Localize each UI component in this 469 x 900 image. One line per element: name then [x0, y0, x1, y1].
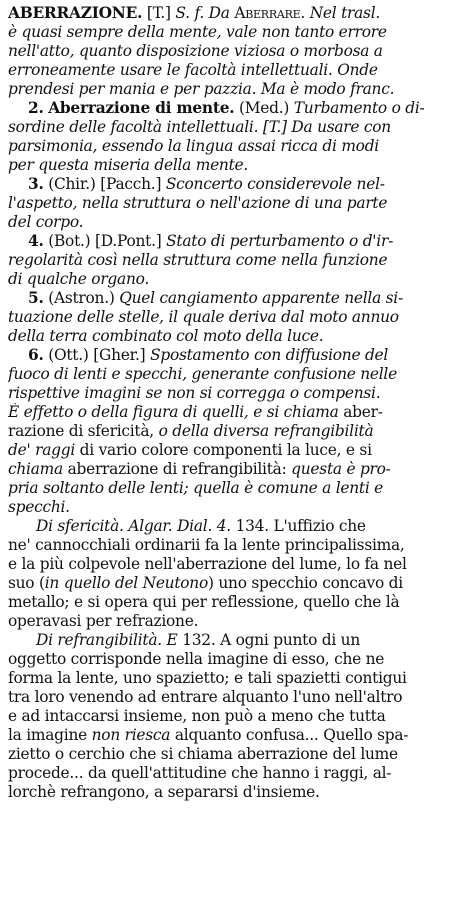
etymology-word: Aberrare. [234, 4, 306, 22]
quote-lead: Di refrangibilità. E [36, 631, 178, 649]
sense-number: 2. [28, 99, 44, 117]
quote-line: zietto o cerchio che si chiama aberrazione del lume [8, 745, 398, 763]
sense-first-line [8, 175, 463, 194]
quote-text: ) uno specchio concavo di [207, 574, 403, 592]
sense-6 [8, 346, 463, 517]
sense-line: di qualche organo. [8, 270, 150, 288]
quotation-refrangibilita [8, 631, 463, 802]
part-of-speech: S. f. [175, 4, 204, 22]
sense-first-line [8, 289, 463, 308]
sense-first-line [8, 99, 463, 118]
sense-definition: Spostamento con diffusione del [150, 346, 389, 364]
entry-line-1 [8, 4, 463, 23]
sense-line: l'aspetto, nella struttura o nell'azione di una parte [8, 194, 388, 212]
sense-line [8, 422, 463, 441]
sense-5 [8, 289, 463, 346]
sense-line: pria soltanto delle lenti; quella è comune a lenti e [8, 479, 384, 497]
quote-first-line [8, 631, 463, 650]
sense-3 [8, 175, 463, 232]
sense-line: del corpo. [8, 213, 84, 231]
entry-tag: [T.] [146, 4, 171, 22]
sense-term: aberrazione di refrangibilità: [67, 460, 287, 478]
sense-line: regolarità così nella struttura come nella funzione [8, 251, 388, 269]
sense-first-line [8, 232, 463, 251]
sense-line: tuazione delle stelle, il quale deriva dal moto annuo [8, 308, 399, 326]
quote-line: e la più colpevole nell'aberrazione del lume, lo fa nel [8, 555, 407, 573]
quote-line: lorchè refrangono, a separarsi d'insieme. [8, 783, 320, 801]
sense-definition: Sconcerto considerevole nel- [165, 175, 385, 193]
sense-first-line [8, 346, 463, 365]
sense-term: razione di sfericità, [8, 422, 154, 440]
quote-italic: in quello del Neutono [44, 574, 208, 592]
quote-lead: Di sfericità. Algar. Dial. 4. [36, 517, 231, 535]
quote-text: la imagine [8, 726, 87, 744]
sense-line: sordine delle facoltà intellettuali. [T.] Da usare con [8, 118, 391, 136]
definition-line: erroneamente usare le facoltà intellettuali. Onde [8, 61, 378, 79]
definition-line: è quasi sempre della mente, vale non tanto errore [8, 23, 387, 41]
quote-line: tra loro venendo ad entrare alquanto l'uno nell'altro [8, 688, 403, 706]
sense-line: specchi. [8, 498, 70, 516]
quote-ref: 132. [182, 631, 216, 649]
quote-line: oggetto corrisponde nella imagine di esso, che ne [8, 650, 385, 668]
quote-ref: 134. [235, 517, 269, 535]
etymology-prefix: Da [208, 4, 230, 22]
quote-first-line [8, 517, 463, 536]
quote-italic: non riesca [91, 726, 171, 744]
quote-text: alquanto confusa... Quello spa- [174, 726, 409, 744]
sense-term: di vario colore componenti la luce, e si [79, 441, 372, 459]
sense-line [8, 441, 463, 460]
sense-definition: Stato di perturbamento o d'ir- [166, 232, 394, 250]
sense-line: fuoco di lenti e specchi, generante confusione nelle [8, 365, 397, 383]
quote-line: metallo; e si opera qui per reflessione, quello che là [8, 593, 400, 611]
sense-source: (Chir.) [Pacch.] [48, 175, 162, 193]
sense-text: questa è pro- [291, 460, 391, 478]
sense-source: (Med.) [239, 99, 290, 117]
sense-number: 6. [28, 346, 44, 364]
sense-number: 4. [28, 232, 44, 250]
quote-line: ne' cannocchiali ordinarii fa la lente principalissima, [8, 536, 405, 554]
quote-line [8, 726, 463, 745]
definition-line: nell'atto, quanto disposizione viziosa o morbosa a [8, 42, 383, 60]
sense-number: 5. [28, 289, 44, 307]
dictionary-page [8, 4, 463, 896]
sense-line [8, 460, 463, 479]
sense-definition: Turbamento o di- [293, 99, 425, 117]
headword: ABERRAZIONE. [8, 4, 143, 22]
quote-text: A ogni punto di un [220, 631, 361, 649]
definition-line: prendesi per mania e per pazzia. Ma è modo franc. [8, 80, 395, 98]
sense-line: per questa miseria della mente. [8, 156, 249, 174]
quote-line [8, 574, 463, 593]
sense-source: (Bot.) [D.Pont.] [48, 232, 162, 250]
sense-text: o della diversa refrangibilità [158, 422, 374, 440]
quotation-sfericita [8, 517, 463, 631]
sense-line: parsimonia, essendo la lingua assai ricca di modi [8, 137, 379, 155]
quote-line: e ad intaccarsi insieme, non può a meno che tutta [8, 707, 386, 725]
quote-text: L'uffizio che [273, 517, 366, 535]
sense-line [8, 403, 463, 422]
sense-source: (Astron.) [48, 289, 115, 307]
quote-line: procede... da quell'attitudine che hanno i raggi, al- [8, 764, 392, 782]
sense-term: aber- [343, 403, 383, 421]
sense-definition: Quel cangiamento apparente nella si- [119, 289, 403, 307]
quote-line: operavasi per refrazione. [8, 612, 199, 630]
sense-text: chiama [8, 460, 63, 478]
definition-text: Nel trasl. [309, 4, 381, 22]
sense-line: della terra combinato col moto della luce. [8, 327, 324, 345]
entry-block [8, 4, 463, 99]
sense-number: 3. [28, 175, 44, 193]
sense-4 [8, 232, 463, 289]
sense-source: (Ott.) [Gher.] [48, 346, 146, 364]
sense-text: È effetto o della figura di quelli, e si chiama [8, 403, 339, 421]
quote-text: suo ( [8, 574, 45, 592]
sense-line: rispettive imagini se non si corregga o compensi. [8, 384, 381, 402]
sense-2 [8, 99, 463, 175]
sense-label: Aberrazione di mente. [48, 99, 235, 117]
sense-text: de' raggi [8, 441, 75, 459]
quote-line: forma la lente, uno spazietto; e tali spazietti contigui [8, 669, 407, 687]
